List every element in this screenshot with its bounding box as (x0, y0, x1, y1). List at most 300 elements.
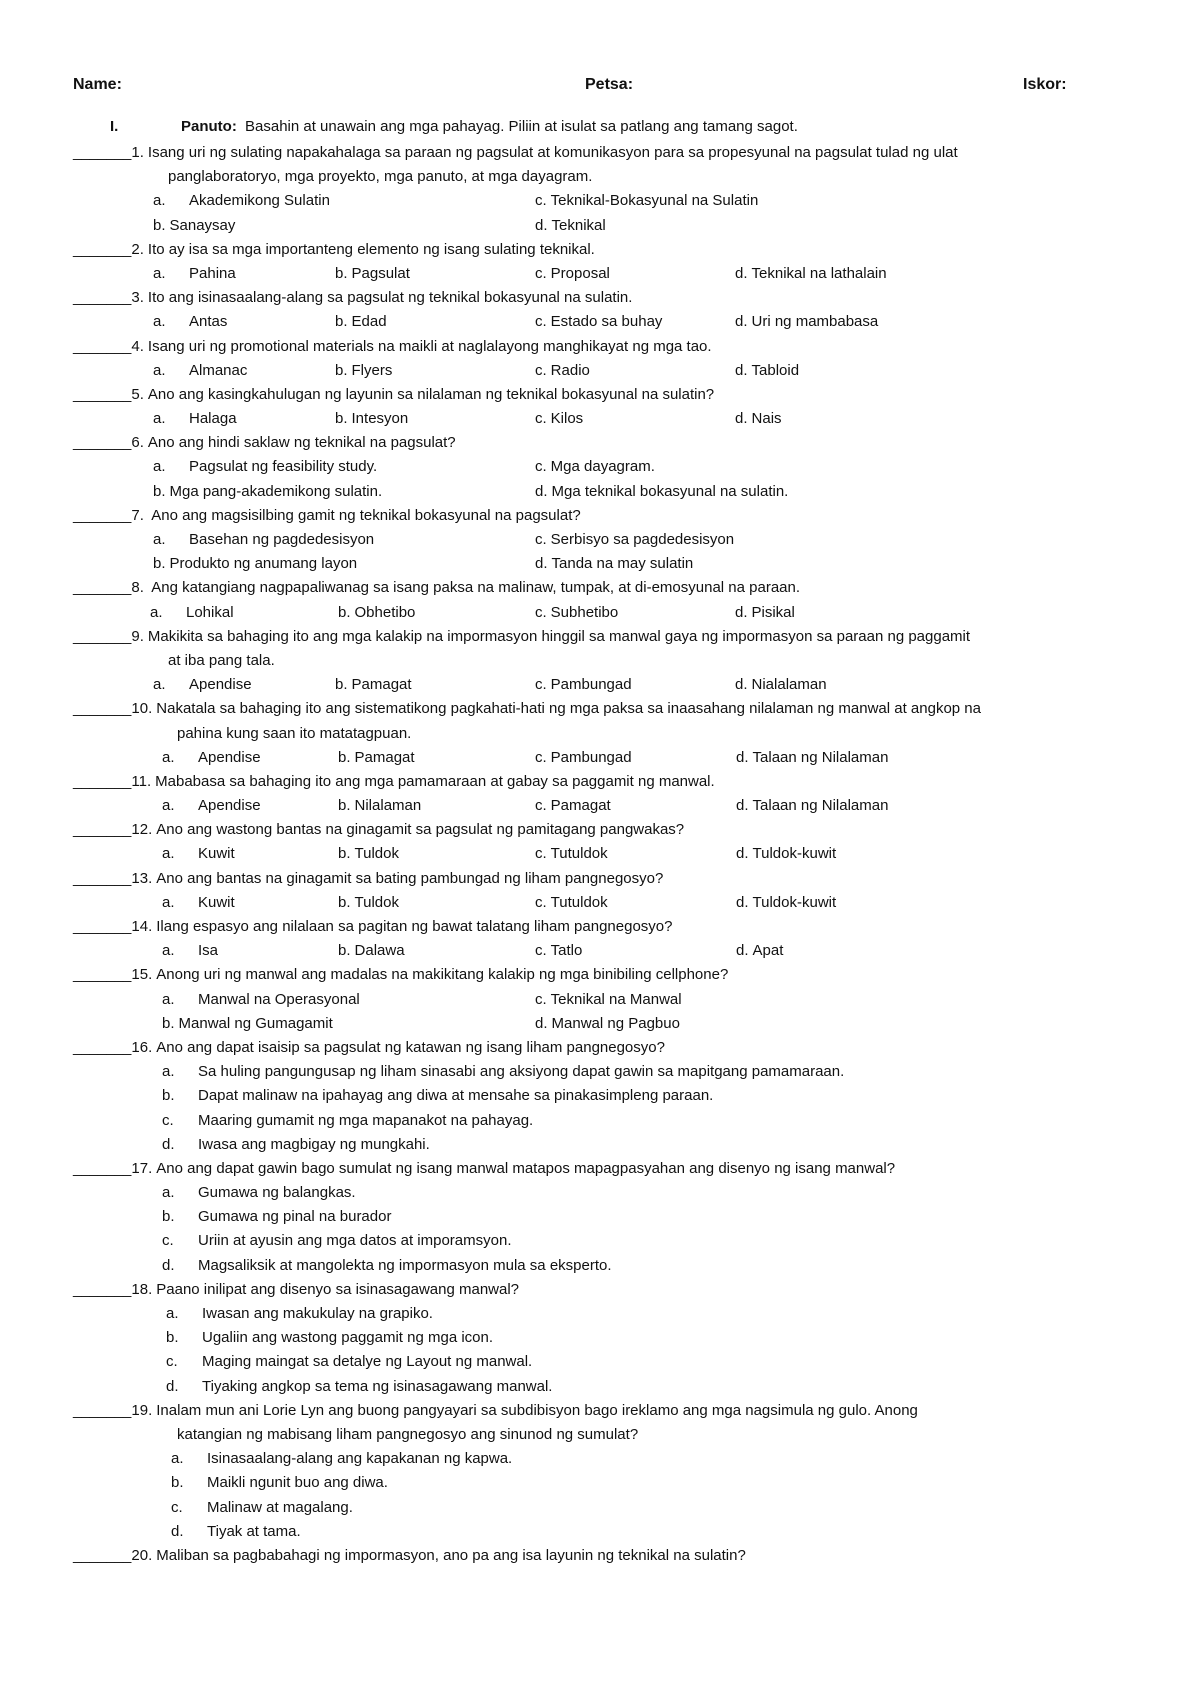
answer-blank[interactable]: _______ (73, 385, 132, 403)
option-text: Nialalaman (751, 676, 827, 694)
question-line (73, 915, 1163, 939)
question-text: Ang katangiang nagpapaliwanag sa isang paksa na malinaw, tumpak, at di-emosyunal na paraan. (147, 579, 801, 597)
option-letter: c. (535, 531, 547, 549)
question-text: Ano ang bantas na ginagamit sa bating pambungad ng liham pangnegosyo? (156, 869, 664, 887)
option-d[interactable] (735, 359, 799, 383)
question-item (73, 141, 1163, 238)
option-c[interactable] (535, 455, 655, 479)
option-c[interactable] (73, 1496, 1163, 1520)
question-text: Mababasa sa bahaging ito ang mga pamamaraan at gabay sa paggamit ng manwal. (155, 772, 715, 790)
option-letter: d. (735, 361, 748, 379)
options-row (73, 601, 1163, 625)
options-row (73, 939, 1163, 963)
options-list (73, 1181, 1163, 1278)
question-item (73, 1157, 1163, 1278)
option-text: Iwasa ang magbigay ng mungkahi. (198, 1135, 430, 1153)
option-letter: c. (535, 603, 547, 621)
option-text: Teknikal-Bokasyunal na Sulatin (550, 192, 759, 210)
option-letter: a. (162, 1063, 175, 1081)
option-c[interactable] (535, 891, 608, 915)
option-a[interactable] (162, 746, 261, 770)
option-letter: a. (162, 990, 175, 1008)
options-row (73, 480, 1163, 504)
option-text: Pambungad (550, 676, 632, 694)
question-number: 4. (131, 337, 144, 355)
option-text: Tutuldok (550, 893, 608, 911)
option-a[interactable] (153, 262, 236, 286)
option-text: Isinasaalang-alang ang kapakanan ng kapwa. (207, 1450, 513, 1468)
option-text: Tuldok-kuwit (752, 845, 837, 863)
question-number: 16. (131, 1038, 153, 1056)
options-list (73, 1302, 1163, 1399)
option-letter: d. (162, 1135, 175, 1153)
option-a[interactable] (162, 842, 235, 866)
option-letter: c. (535, 361, 547, 379)
option-a[interactable] (153, 673, 252, 697)
option-text: Kuwit (198, 893, 235, 911)
option-b[interactable] (162, 1012, 333, 1036)
option-c[interactable] (535, 673, 632, 697)
question-line (73, 576, 1163, 600)
option-letter: c. (535, 748, 547, 766)
option-letter: c. (535, 845, 547, 863)
answer-blank[interactable]: _______ (73, 869, 132, 887)
option-letter: a. (150, 603, 163, 621)
option-text: Produkto ng anumang layon (169, 555, 358, 573)
option-letter: a. (162, 1184, 175, 1202)
option-letter: d. (162, 1256, 175, 1274)
option-letter: d. (736, 942, 749, 960)
option-letter: d. (735, 603, 748, 621)
section-number: I. (110, 118, 119, 135)
option-b[interactable] (338, 939, 405, 963)
option-text: Tuldok (354, 893, 399, 911)
option-letter: d. (735, 313, 748, 331)
question-item (73, 431, 1163, 504)
question-line (73, 504, 1163, 528)
option-letter: c. (166, 1353, 178, 1371)
question-text-continued: katangian ng mabisang liham pangnegosyo ang sinunod ng sumulat? (177, 1425, 639, 1443)
option-text: Teknikal na Manwal (550, 990, 682, 1008)
options-row (73, 189, 1163, 213)
question-number: 20. (131, 1546, 153, 1564)
option-text: Magsaliksik at mangolekta ng impormasyon mula sa eksperto. (198, 1256, 612, 1274)
option-letter: c. (535, 458, 547, 476)
option-text: Isa (198, 942, 219, 960)
option-d[interactable] (535, 480, 788, 504)
option-d[interactable] (736, 939, 783, 963)
question-number: 7. (131, 506, 144, 524)
question-line (73, 238, 1163, 262)
question-number: 17. (131, 1159, 153, 1177)
option-text: Apendise (189, 676, 252, 694)
option-text: Gumawa ng pinal na burador (198, 1208, 392, 1226)
option-letter: b. (153, 555, 166, 573)
answer-blank[interactable]: _______ (73, 579, 132, 597)
option-text: Radio (550, 361, 590, 379)
option-c[interactable] (535, 939, 582, 963)
option-b[interactable] (335, 310, 387, 334)
option-letter: b. (153, 216, 166, 234)
question-item (73, 238, 1163, 286)
option-b[interactable] (338, 601, 415, 625)
option-a[interactable] (73, 1447, 1163, 1471)
question-item (73, 818, 1163, 866)
question-line (73, 1399, 1163, 1423)
option-c[interactable] (73, 1350, 1163, 1374)
option-letter: a. (153, 676, 166, 694)
option-text: Malinaw at magalang. (207, 1498, 353, 1516)
option-letter: c. (171, 1498, 183, 1516)
answer-blank[interactable]: _______ (73, 1159, 132, 1177)
option-text: Manwal ng Gumagamit (178, 1014, 333, 1032)
option-text: Akademikong Sulatin (189, 192, 330, 210)
option-a[interactable] (162, 794, 261, 818)
answer-blank[interactable]: _______ (73, 1280, 132, 1298)
option-text: Mga pang-akademikong sulatin. (169, 482, 383, 500)
option-text: Ugaliin ang wastong paggamit ng mga icon. (202, 1329, 494, 1347)
option-text: Halaga (189, 410, 237, 428)
question-item (73, 576, 1163, 624)
option-text: Basehan ng pagdedesisyon (189, 531, 375, 549)
question-item (73, 625, 1163, 698)
option-letter: b. (338, 942, 351, 960)
option-letter: c. (535, 264, 547, 282)
options-list (73, 1447, 1163, 1544)
option-d[interactable] (73, 1520, 1163, 1544)
answer-blank[interactable]: _______ (73, 434, 132, 452)
option-letter: c. (535, 893, 547, 911)
date-label: Petsa: (585, 76, 634, 93)
option-letter: c. (535, 942, 547, 960)
option-a[interactable] (73, 1181, 1163, 1205)
question-item (73, 770, 1163, 818)
question-line (73, 770, 1163, 794)
option-c[interactable] (73, 1229, 1163, 1253)
option-letter: b. (335, 313, 348, 331)
option-d[interactable] (735, 310, 878, 334)
option-c[interactable] (535, 359, 590, 383)
option-b[interactable] (338, 842, 399, 866)
option-b[interactable] (338, 794, 421, 818)
question-text: Isang uri ng promotional materials na maikli at naglalayong manghikayat ng mga tao. (147, 337, 712, 355)
question-item (73, 335, 1163, 383)
options-row (73, 552, 1163, 576)
option-text: Pagsulat ng feasibility study. (189, 458, 378, 476)
option-b[interactable] (335, 407, 408, 431)
option-text: Dapat malinaw na ipahayag ang diwa at mensahe sa pinakasimpleng paraan. (198, 1087, 714, 1105)
question-number: 3. (131, 289, 144, 307)
option-c[interactable] (73, 1109, 1163, 1133)
option-d[interactable] (736, 746, 888, 770)
option-text: Pamagat (354, 748, 415, 766)
question-text: Ano ang wastong bantas na ginagamit sa pagsulat ng pamitagang pangwakas? (156, 821, 685, 839)
question-text: Ito ang isinasaalang-alang sa pagsulat ng teknikal bokasyunal na sulatin. (147, 289, 633, 307)
option-letter: a. (162, 893, 175, 911)
answer-blank[interactable]: _______ (73, 1038, 132, 1056)
option-c[interactable] (535, 528, 734, 552)
option-a[interactable] (153, 528, 374, 552)
option-text: Gumawa ng balangkas. (198, 1184, 356, 1202)
question-line (73, 697, 1163, 721)
option-letter: a. (153, 458, 166, 476)
option-a[interactable] (153, 407, 237, 431)
option-d[interactable] (535, 214, 606, 238)
option-letter: d. (171, 1522, 184, 1540)
question-text: Makikita sa bahaging ito ang mga kalakip na impormasyon hinggil sa manwal gaya ng impormasyon sa paraan ng paggamit (147, 627, 971, 645)
options-row (73, 359, 1163, 383)
option-d[interactable] (73, 1375, 1163, 1399)
options-row (73, 262, 1163, 286)
option-b[interactable] (73, 1205, 1163, 1229)
options-row (73, 673, 1163, 697)
option-text: Uriin at ayusin ang mga datos at imporamsyon. (198, 1232, 512, 1250)
option-text: Proposal (550, 264, 610, 282)
option-b[interactable] (338, 891, 399, 915)
option-letter: b. (338, 797, 351, 815)
option-a[interactable] (162, 988, 360, 1012)
option-b[interactable] (153, 480, 382, 504)
option-text: Almanac (189, 361, 248, 379)
question-item (73, 697, 1163, 770)
option-letter: c. (535, 313, 547, 331)
option-c[interactable] (535, 794, 611, 818)
option-text: Nais (751, 410, 782, 428)
question-line (73, 431, 1163, 455)
option-c[interactable] (535, 262, 610, 286)
option-text: Serbisyo sa pagdedesisyon (550, 531, 735, 549)
answer-blank[interactable]: _______ (73, 240, 132, 258)
question-number: 1. (131, 144, 144, 161)
option-d[interactable] (535, 552, 693, 576)
options-row (73, 1012, 1163, 1036)
option-letter: c. (535, 676, 547, 694)
option-letter: d. (736, 748, 749, 766)
option-c[interactable] (535, 842, 608, 866)
option-b[interactable] (338, 746, 415, 770)
option-text: Antas (189, 313, 228, 331)
option-d[interactable] (535, 1012, 680, 1036)
option-text: Tiyak at tama. (207, 1522, 301, 1540)
option-a[interactable] (73, 1302, 1163, 1326)
question-item (73, 1399, 1163, 1544)
answer-blank[interactable]: _______ (73, 144, 132, 161)
question-text: Ano ang dapat gawin bago sumulat ng isang manwal matapos mapagpasyahan ang disenyo ng isang manwal? (156, 1159, 896, 1177)
question-item (73, 1544, 1163, 1568)
question-text: Anong uri ng manwal ang madalas na makikitang kalakip ng mga binibiling cellphone? (156, 966, 729, 984)
option-a[interactable] (150, 601, 234, 625)
option-a[interactable] (73, 1060, 1163, 1084)
score-label: Iskor: (1023, 76, 1067, 93)
question-text-continued: pahina kung saan ito matatagpuan. (177, 724, 412, 742)
option-d[interactable] (735, 407, 782, 431)
option-letter: d. (166, 1377, 179, 1395)
answer-blank[interactable]: _______ (73, 337, 132, 355)
options-row (73, 310, 1163, 334)
answer-blank[interactable]: _______ (73, 966, 132, 984)
option-d[interactable] (735, 262, 887, 286)
option-d[interactable] (736, 794, 888, 818)
option-letter: c. (535, 990, 547, 1008)
option-b[interactable] (153, 214, 235, 238)
answer-blank[interactable]: _______ (73, 700, 132, 718)
question-text: Ilang espasyo ang nilalaan sa pagitan ng bawat talatang liham pangnegosyo? (156, 918, 673, 936)
option-c[interactable] (535, 310, 662, 334)
option-text: Apendise (198, 797, 261, 815)
option-letter: b. (166, 1329, 179, 1347)
option-text: Apat (752, 942, 784, 960)
option-d[interactable] (736, 842, 836, 866)
question-item (73, 1278, 1163, 1399)
answer-blank[interactable]: _______ (73, 289, 132, 307)
option-text: Kilos (550, 410, 584, 428)
options-row (73, 746, 1163, 770)
option-text: Tuldok-kuwit (752, 893, 837, 911)
option-text: Obhetibo (354, 603, 416, 621)
option-text: Talaan ng Nilalaman (752, 797, 889, 815)
option-a[interactable] (162, 891, 235, 915)
instructions (73, 118, 1153, 140)
option-letter: b. (162, 1208, 175, 1226)
option-a[interactable] (153, 310, 227, 334)
question-line (73, 383, 1163, 407)
question-text: Ano ang magsisilbing gamit ng teknikal bokasyunal na pagsulat? (147, 506, 581, 524)
option-letter: b. (338, 845, 351, 863)
option-text: Lohikal (186, 603, 234, 621)
question-number: 11. (131, 772, 152, 790)
option-a[interactable] (153, 359, 247, 383)
question-text: Ito ay isa sa mga importanteng elemento ng isang sulating teknikal. (147, 240, 595, 258)
option-letter: a. (162, 942, 175, 960)
option-text: Edad (351, 313, 387, 331)
option-text: Iwasan ang makukulay na grapiko. (202, 1305, 433, 1323)
option-d[interactable] (735, 601, 795, 625)
option-c[interactable] (535, 601, 618, 625)
answer-blank[interactable]: _______ (73, 821, 132, 839)
name-label: Name: (73, 76, 122, 93)
option-letter: d. (535, 482, 548, 500)
option-b[interactable] (73, 1471, 1163, 1495)
options-row (73, 891, 1163, 915)
option-letter: d. (535, 1014, 548, 1032)
question-item (73, 915, 1163, 963)
option-text: Tanda na may sulatin (551, 555, 694, 573)
option-text: Pahina (189, 264, 236, 282)
question-line (73, 1157, 1163, 1181)
option-text: Maging maingat sa detalye ng Layout ng manwal. (202, 1353, 533, 1371)
question-number: 10. (131, 700, 153, 718)
option-c[interactable] (535, 988, 682, 1012)
answer-blank[interactable]: _______ (73, 918, 132, 936)
option-c[interactable] (535, 189, 758, 213)
option-text: Pamagat (550, 797, 611, 815)
option-letter: d. (736, 845, 749, 863)
option-text: Sa huling pangungusap ng liham sinasabi ang aksiyong dapat gawin sa mapitgang pamamaraan. (198, 1063, 845, 1081)
question-number: 8. (131, 579, 144, 597)
option-text: Teknikal (551, 216, 606, 234)
question-number: 12. (131, 821, 153, 839)
option-b[interactable] (335, 262, 410, 286)
option-letter: b. (153, 482, 166, 500)
question-text: Ano ang hindi saklaw ng teknikal na pagsulat? (147, 434, 456, 452)
options-row (73, 988, 1163, 1012)
option-d[interactable] (736, 891, 836, 915)
option-text: Sanaysay (169, 216, 236, 234)
answer-blank[interactable]: _______ (73, 506, 132, 524)
option-b[interactable] (153, 552, 357, 576)
option-text: Mga teknikal bokasyunal na sulatin. (551, 482, 789, 500)
option-b[interactable] (335, 673, 412, 697)
question-line (73, 141, 1163, 165)
option-letter: c. (162, 1232, 174, 1250)
option-text: Intesyon (351, 410, 409, 428)
option-text: Maikli ngunit buo ang diwa. (207, 1474, 388, 1492)
option-text: Tatlo (550, 942, 583, 960)
option-letter: d. (736, 797, 749, 815)
options-row (73, 214, 1163, 238)
option-text: Dalawa (354, 942, 405, 960)
option-letter: c. (535, 192, 547, 210)
question-line (73, 335, 1163, 359)
option-c[interactable] (535, 407, 583, 431)
question-text: Maliban sa pagbabahagi ng impormasyon, ano pa ang isa layunin ng teknikal na sulatin? (156, 1546, 746, 1564)
option-letter: a. (153, 410, 166, 428)
option-letter: c. (162, 1111, 174, 1129)
option-d[interactable] (73, 1254, 1163, 1278)
question-item (73, 383, 1163, 431)
question-text-continued: panglaboratoryo, mga proyekto, mga panuto, at mga dayagram. (168, 168, 593, 186)
option-a[interactable] (153, 455, 377, 479)
answer-blank[interactable]: _______ (73, 772, 132, 790)
option-b[interactable] (73, 1326, 1163, 1350)
option-text: Manwal ng Pagbuo (551, 1014, 680, 1032)
answer-blank[interactable]: _______ (73, 627, 132, 645)
option-b[interactable] (335, 359, 392, 383)
option-letter: b. (338, 748, 351, 766)
option-letter: a. (153, 192, 166, 210)
option-text: Estado sa buhay (550, 313, 663, 331)
options-row (73, 794, 1163, 818)
option-letter: a. (162, 845, 175, 863)
instructions-text: Basahin at unawain ang mga pahayag. Piliin at isulat sa patlang ang tamang sagot. (245, 118, 798, 135)
option-c[interactable] (535, 746, 632, 770)
question-list (73, 141, 1163, 1568)
option-d[interactable] (73, 1133, 1163, 1157)
option-letter: b. (338, 893, 351, 911)
option-letter: d. (735, 264, 748, 282)
answer-blank[interactable]: _______ (73, 1546, 132, 1564)
question-text: Ano ang dapat isaisip sa pagsulat ng katawan ng isang liham pangnegosyo? (156, 1038, 665, 1056)
option-text: Uri ng mambabasa (751, 313, 879, 331)
option-text: Talaan ng Nilalaman (752, 748, 889, 766)
option-a[interactable] (153, 189, 330, 213)
question-number: 15. (131, 966, 153, 984)
option-letter: d. (735, 410, 748, 428)
question-line (73, 286, 1163, 310)
option-text: Kuwit (198, 845, 235, 863)
question-item (73, 1036, 1163, 1157)
question-number: 14. (131, 918, 153, 936)
option-a[interactable] (162, 939, 218, 963)
option-b[interactable] (73, 1084, 1163, 1108)
question-item (73, 963, 1163, 1036)
question-number: 9. (131, 627, 144, 645)
option-text: Nilalaman (354, 797, 422, 815)
option-letter: b. (335, 361, 348, 379)
option-d[interactable] (735, 673, 827, 697)
option-text: Pisikal (751, 603, 795, 621)
answer-blank[interactable]: _______ (73, 1401, 132, 1419)
